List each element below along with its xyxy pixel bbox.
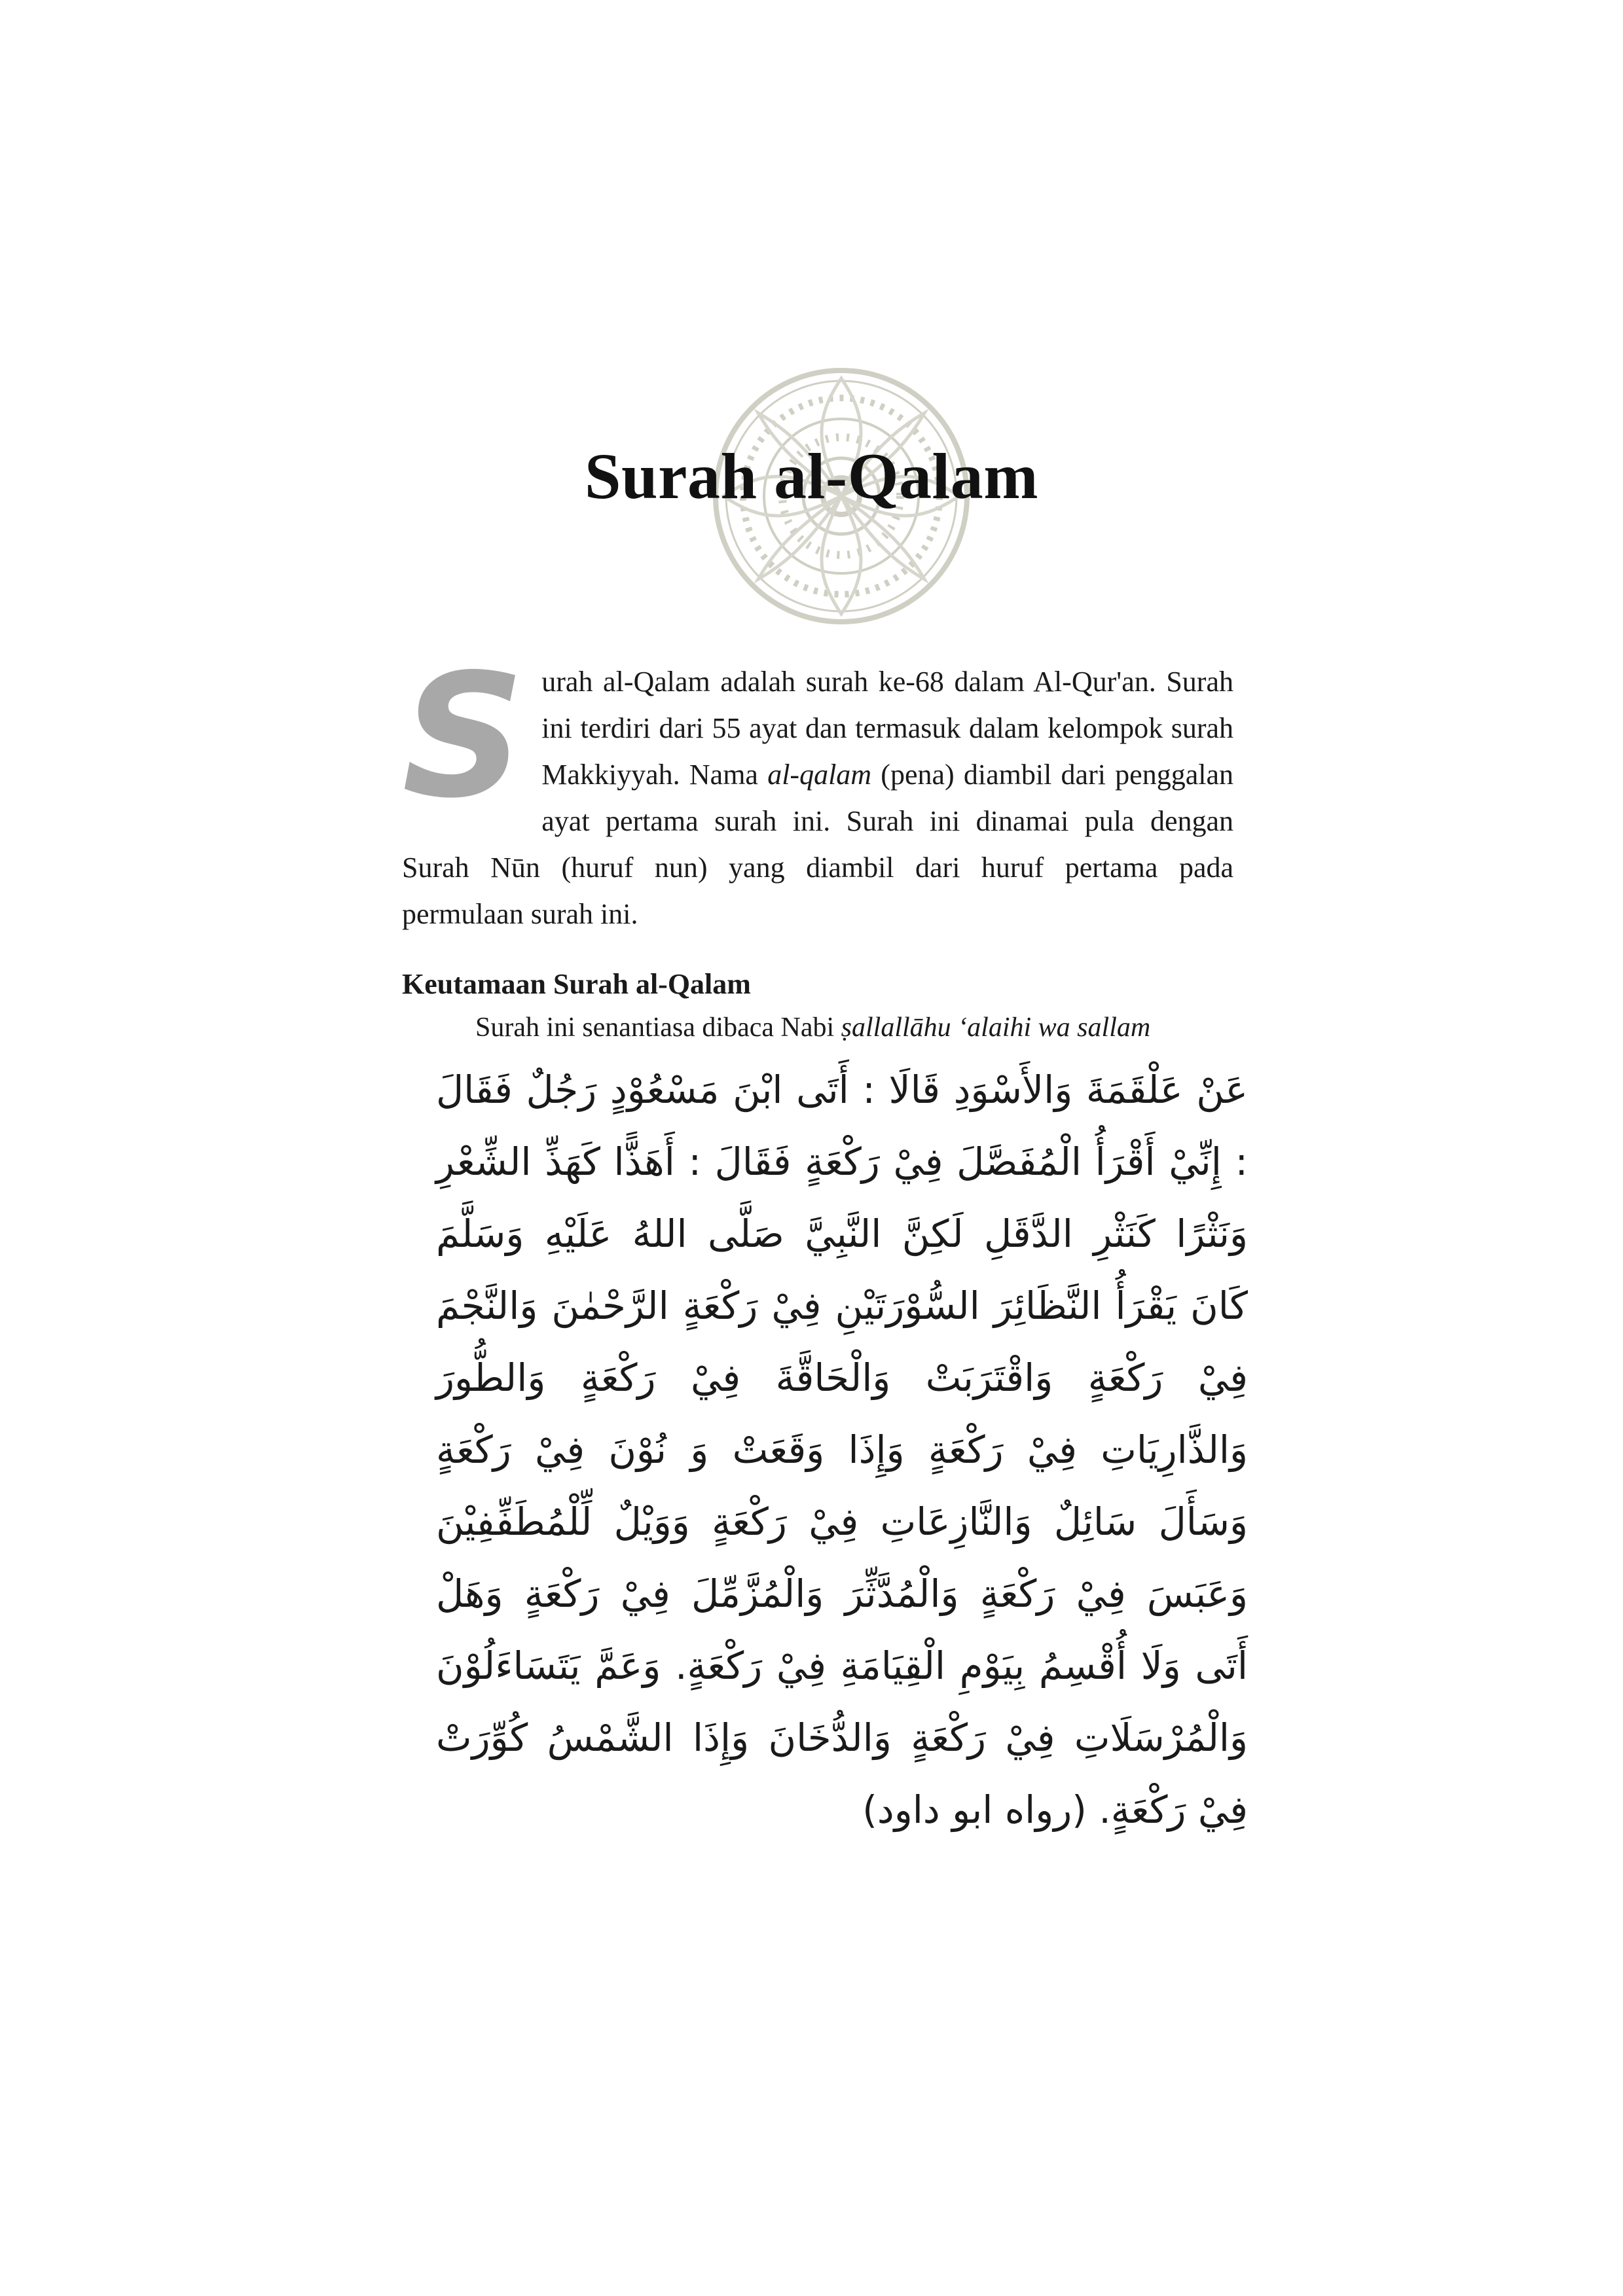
intro-term: al-qalam <box>767 759 872 791</box>
section-intro-text: Surah ini senantiasa dibaca Nabi <box>475 1013 841 1043</box>
hadith-body: عَنْ عَلْقَمَةَ وَالأَسْوَدِ قَالَا : أَتَى ابْنَ مَسْعُوْدٍ رَجُلٌ فَقَالَ : إِنِّيْ أَقْرَأُ الْمُفَصَّلَ فِيْ رَكْعَةٍ فَقَالَ : أَهَذًّا كَهَذِّ الشِّعْرِ وَنَثْرًا كَنَثْرِ الدَّقَلِ لَكِنَّ النَّبِيَّ صَلَّى اللهُ عَلَيْهِ وَسَلَّمَ كَانَ يَقْرَأُ النَّظَائِرَ السُّوْرَتَيْنِ فِيْ رَكْعَةٍ الرَّحْمٰنَ وَالنَّجْمَ فِيْ رَكْعَةٍ وَاقْتَرَبَتْ وَالْحَاقَّةَ فِيْ رَكْعَةٍ وَالطُّورَ وَالذَّارِيَاتِ فِيْ رَكْعَةٍ وَإِذَا وَقَعَتْ وَ نُوْنَ فِيْ رَكْعَةٍ وَسَأَلَ سَائِلٌ وَالنَّازِعَاتِ فِيْ رَكْعَةٍ وَوَيْلٌ لِّلْمُطَفِّفِيْنَ وَعَبَسَ فِيْ رَكْعَةٍ وَالْمُدَّثِّرَ وَالْمُزَّمِّلَ فِيْ رَكْعَةٍ وَهَلْ أَتَى وَلَا أُقْسِمُ بِيَوْمِ الْقِيَامَةِ فِيْ رَكْعَةٍ. وَعَمَّ يَتَسَاءَلُوْنَ وَالْمُرْسَلَاتِ فِيْ رَكْعَةٍ وَالدُّخَانَ وَإِذَا الشَّمْسُ كُوِّرَتْ فِيْ رَكْعَةٍ. <box>436 1067 1248 1832</box>
drop-cap: S <box>402 638 525 836</box>
intro-paragraph <box>402 638 1233 937</box>
section-intro-line <box>475 1008 1233 1047</box>
page-content <box>402 638 1248 1846</box>
section-heading: Keutamaan Surah al-Qalam <box>402 968 751 1000</box>
salutation: ṣallallāhu ‘alaihi wa sallam <box>841 1013 1151 1043</box>
hadith-source: (رواه ابو داود) <box>862 1787 1099 1832</box>
page-title: Surah al-Qalam <box>584 440 1039 512</box>
intro-text-1: urah al-Qalam adalah surah ke-68 dalam Al-Qur'an. Surah ini terdiri dari 55 ayat dan termasuk dalam kelompok surah Makkiyyah. Nama <box>541 666 1233 791</box>
hadith-text <box>436 1054 1248 1846</box>
intro-text-2: (pena) diambil dari penggalan ayat pertama surah ini. Surah ini dinamai pula dengan Surah Nūn (huruf nun) yang diambil dari huruf pertama pada permulaan surah ini. <box>402 759 1233 930</box>
